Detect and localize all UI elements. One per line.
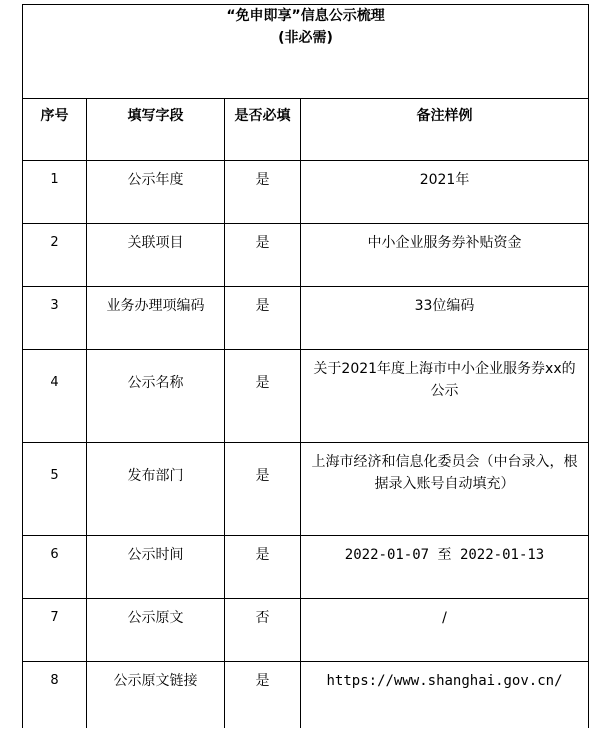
row-required: 是 [225, 224, 301, 287]
row-field: 公示年度 [87, 161, 225, 224]
row-seq: 2 [23, 224, 87, 287]
row-field: 公示原文 [87, 599, 225, 662]
row-required: 是 [225, 536, 301, 599]
row-seq: 8 [23, 662, 87, 728]
header-seq: 序号 [23, 99, 87, 161]
row-field: 业务办理项编码 [87, 287, 225, 350]
row-field: 公示时间 [87, 536, 225, 599]
row-required: 是 [225, 287, 301, 350]
table-title: “免申即享”信息公示梳理 [226, 8, 385, 24]
table-title-cell [23, 5, 589, 99]
table-row [23, 287, 589, 350]
info-table [22, 4, 589, 728]
table-row [23, 443, 589, 536]
row-example: 中小企业服务券补贴资金 [301, 224, 589, 287]
row-seq: 4 [23, 350, 87, 443]
row-example: https://www.shanghai.gov.cn/ [301, 662, 589, 728]
row-required: 是 [225, 443, 301, 536]
table-row [23, 161, 589, 224]
table-subtitle: (非必需) [278, 30, 333, 46]
row-required: 是 [225, 350, 301, 443]
row-seq: 5 [23, 443, 87, 536]
header-field: 填写字段 [87, 99, 225, 161]
row-seq: 1 [23, 161, 87, 224]
row-field: 公示原文链接 [87, 662, 225, 728]
table-row [23, 662, 589, 728]
row-seq: 7 [23, 599, 87, 662]
table-row [23, 350, 589, 443]
row-example: 2021年 [301, 161, 589, 224]
header-example: 备注样例 [301, 99, 589, 161]
row-example: 关于2021年度上海市中小企业服务券xx的公示 [301, 350, 589, 443]
table-row [23, 224, 589, 287]
row-example: / [301, 599, 589, 662]
row-field: 关联项目 [87, 224, 225, 287]
row-field: 公示名称 [87, 350, 225, 443]
row-field: 发布部门 [87, 443, 225, 536]
row-seq: 6 [23, 536, 87, 599]
row-example: 33位编码 [301, 287, 589, 350]
row-example: 上海市经济和信息化委员会（中台录入，根据录入账号自动填充） [301, 443, 589, 536]
row-seq: 3 [23, 287, 87, 350]
header-row [23, 99, 589, 161]
header-required: 是否必填 [225, 99, 301, 161]
row-required: 是 [225, 662, 301, 728]
table-row [23, 599, 589, 662]
row-example: 2022-01-07 至 2022-01-13 [301, 536, 589, 599]
row-required: 是 [225, 161, 301, 224]
row-required: 否 [225, 599, 301, 662]
table-row [23, 536, 589, 599]
